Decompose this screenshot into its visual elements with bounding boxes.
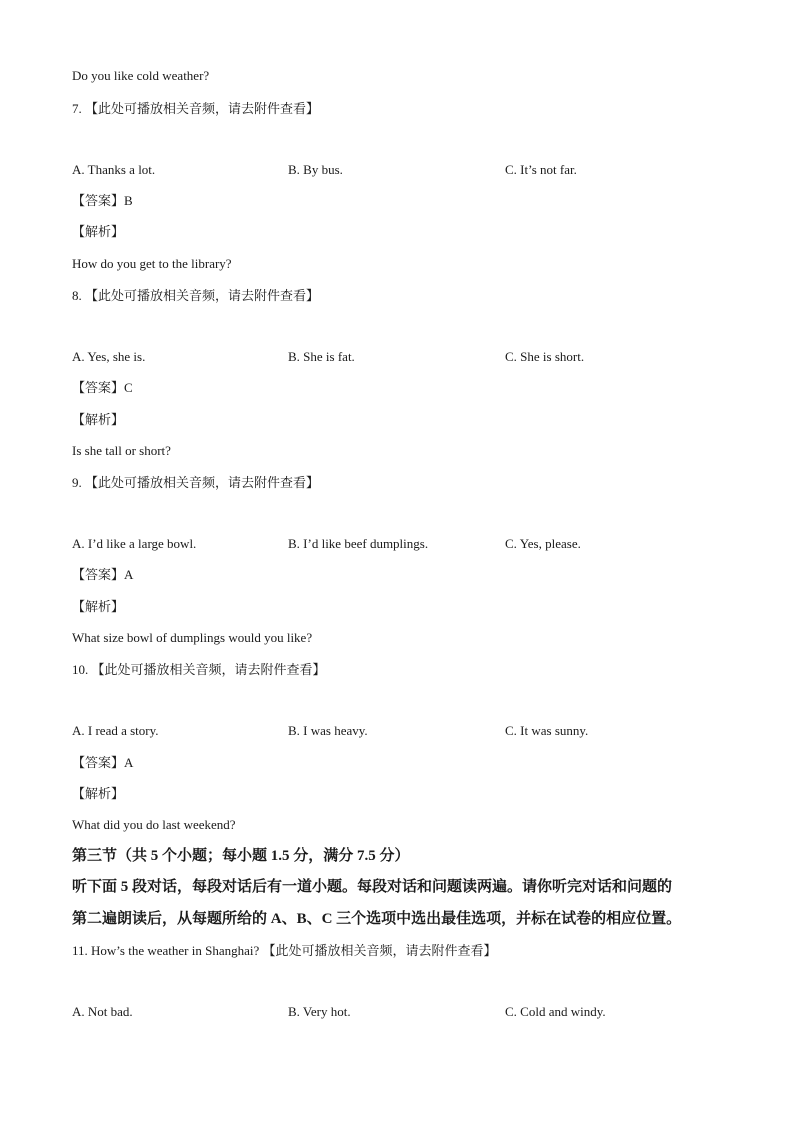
option-b: B. I was heavy. (288, 723, 368, 738)
analysis-label: 【解析】 (72, 412, 125, 427)
question-text: How’s the weather in Shanghai? 【此处可播放相关音频，请去附件查看】 (91, 943, 497, 958)
question-number: 8. (72, 288, 82, 303)
analysis-text: What did you do last weekend? (72, 817, 236, 832)
option-a: A. Not bad. (72, 1004, 133, 1019)
audio-placeholder: 【此处可播放相关音频，请去附件查看】 (91, 662, 326, 677)
option-c: C. Yes, please. (505, 536, 581, 551)
option-b: B. Very hot. (288, 1004, 351, 1019)
question-number: 7. (72, 101, 82, 116)
option-c: C. It’s not far. (505, 162, 577, 177)
prev-analysis-text: Do you like cold weather? (72, 68, 210, 83)
question-8 (72, 287, 319, 305)
option-c: C. She is short. (505, 349, 585, 364)
answer: 【答案】A (72, 567, 134, 582)
option-a: A. Yes, she is. (72, 349, 146, 364)
audio-placeholder: 【此处可播放相关音频，请去附件查看】 (85, 101, 320, 116)
question-number: 11. (72, 943, 88, 958)
option-c: C. It was sunny. (505, 723, 589, 738)
question-7 (72, 100, 319, 118)
answer: 【答案】A (72, 755, 134, 770)
audio-placeholder: 【此处可播放相关音频，请去附件查看】 (85, 288, 320, 303)
question-10 (72, 661, 326, 679)
question-11 (72, 942, 497, 960)
analysis-text: Is she tall or short? (72, 443, 171, 458)
analysis-label: 【解析】 (72, 786, 125, 801)
option-b: B. By bus. (288, 162, 343, 177)
option-a: A. Thanks a lot. (72, 162, 156, 177)
section-title: 第三节（共 5 个小题；每小题 1.5 分，满分 7.5 分） (72, 848, 410, 864)
section-instruction: 听下面 5 段对话，每段对话后有一道小题。每段对话和问题读两遍。请你听完对话和问题的 (72, 879, 673, 895)
option-c: C. Cold and windy. (505, 1004, 606, 1019)
option-a: A. I’d like a large bowl. (72, 536, 197, 551)
answer: 【答案】C (72, 380, 133, 395)
question-9 (72, 474, 319, 492)
analysis-label: 【解析】 (72, 224, 125, 239)
option-b: B. She is fat. (288, 349, 355, 364)
option-b: B. I’d like beef dumplings. (288, 536, 429, 551)
analysis-text: What size bowl of dumplings would you like? (72, 630, 313, 645)
option-a: A. I read a story. (72, 723, 159, 738)
answer: 【答案】B (72, 193, 133, 208)
audio-placeholder: 【此处可播放相关音频，请去附件查看】 (85, 475, 320, 490)
section-instruction: 第二遍朗读后，从每题所给的 A、B、C 三个选项中选出最佳选项，并标在试卷的相应位置。 (72, 911, 682, 927)
analysis-label: 【解析】 (72, 599, 125, 614)
analysis-text: How do you get to the library? (72, 256, 232, 271)
question-number: 9. (72, 475, 82, 490)
question-number: 10. (72, 662, 89, 677)
